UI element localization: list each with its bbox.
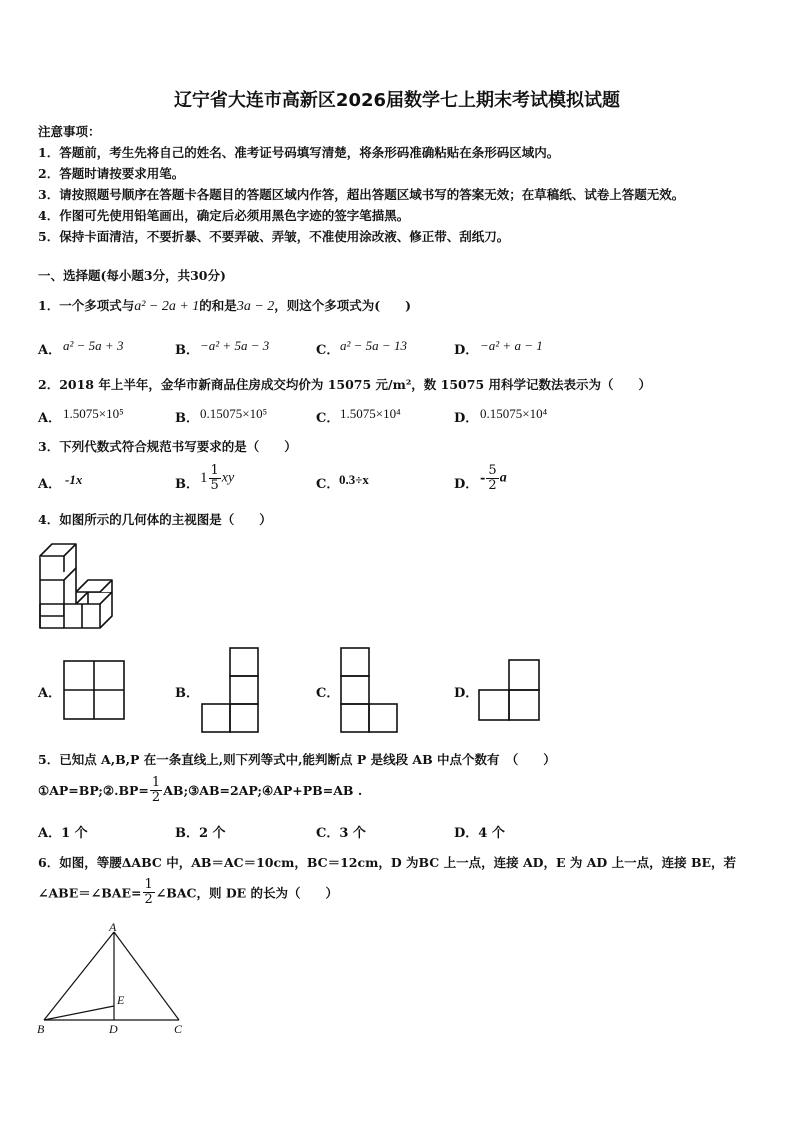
option-label: A． <box>38 477 62 492</box>
question-1 <box>38 296 411 315</box>
option-value: −a² + a − 1 <box>480 338 543 353</box>
statement-text: ①AP=BP;②.BP= <box>38 783 149 798</box>
notice-item: 5．保持卡面清洁，不要折暴、不要弄破、弄皱，不准使用涂改液、修正带、刮纸刀。 <box>38 229 510 244</box>
option-label: B． <box>175 411 199 426</box>
fraction-numerator: 1 <box>151 775 161 790</box>
fraction <box>209 464 221 493</box>
side-ab <box>44 932 114 1020</box>
question-5-statements <box>38 776 362 805</box>
option-value-mixed-fraction <box>200 464 234 493</box>
option-value: 0.3÷x <box>339 472 369 487</box>
section-heading: 一、选择题(每小题3分，共30分) <box>38 268 226 283</box>
fraction-numerator: 1 <box>210 463 219 478</box>
option: C．3 个 <box>316 826 366 841</box>
option-label: C． <box>316 686 340 701</box>
fraction-denominator: 2 <box>144 892 153 907</box>
math-expression: a² − 2a + 1 <box>134 299 200 314</box>
point-label-e: E <box>117 993 125 1007</box>
question-text: 的和是 <box>199 298 237 313</box>
option-value: a² − 5a − 13 <box>340 338 407 353</box>
minus-sign: - <box>480 471 486 486</box>
option-label: A． <box>38 343 62 358</box>
math-expression: 3a − 2 <box>236 299 275 314</box>
option-label: C． <box>316 343 340 358</box>
vertex-label-b: B <box>37 1022 45 1036</box>
fraction <box>150 776 162 805</box>
condition-text: ∠BAC，则 DE 的长为（ ） <box>155 885 339 901</box>
option-label: C． <box>316 411 340 426</box>
option-label: D． <box>454 411 479 426</box>
condition-text: ∠ABE＝∠BAE= <box>38 885 142 901</box>
option-value: 1.5075×10⁵ <box>63 406 124 421</box>
vertex-label-c: C <box>174 1022 183 1036</box>
question-3: 3．下列代数式符合规范书写要求的是（ ） <box>38 439 297 454</box>
option-label: B． <box>175 343 199 358</box>
vertex-label-a: A <box>109 920 117 934</box>
fraction-whole: 1 <box>200 470 208 486</box>
option: D．4 个 <box>454 826 505 841</box>
fraction-variable: a <box>499 470 507 486</box>
solid-figure-drawing <box>38 542 120 630</box>
fraction <box>486 464 498 493</box>
option-label: B． <box>175 686 199 701</box>
notice-heading: 注意事项： <box>38 124 101 139</box>
point-label-d: D <box>109 1022 118 1036</box>
view-option-a-drawing[interactable] <box>63 660 125 720</box>
statement-text: AB;③AB=2AP;④AP+PB=AB . <box>163 783 363 798</box>
notice-item: 3．请按照题号顺序在答题卡各题目的答题区域内作答，超出答题区域书写的答案无效；在草稿纸、试卷上答题无效。 <box>38 187 685 202</box>
question-4: 4．如图所示的几何体的主视图是（ ） <box>38 512 272 527</box>
question-6: 6．如图，等腰ΔABC 中，AB＝AC＝10cm，BC＝12cm，D 为BC 上一点，连接 AD，E 为 AD 上一点，连接 BE，若 <box>38 855 737 870</box>
option-value-fraction <box>480 464 507 493</box>
page-title: 辽宁省大连市高新区2026届数学七上期末考试模拟试题 <box>173 90 621 111</box>
question-6-condition <box>38 878 338 907</box>
fraction-denominator: 5 <box>210 478 219 493</box>
fraction <box>143 878 155 907</box>
option-value: −a² + 5a − 3 <box>200 338 270 353</box>
option-value: -1x <box>65 472 83 487</box>
question-2: 2．2018 年上半年，金华市新商品住房成交均价为 15075 元/m²，数 15075 用科学记数法表示为（ ） <box>38 377 651 392</box>
option-label: A． <box>38 686 62 701</box>
option-value: 0.15075×10⁴ <box>480 406 548 421</box>
fraction-numerator: 1 <box>144 877 153 892</box>
segment-be <box>44 1006 114 1020</box>
view-option-d-drawing[interactable] <box>478 659 540 721</box>
notice-item: 4．作图可先使用铅笔画出，确定后必须用黑色字迹的签字笔描黑。 <box>38 208 410 223</box>
question-text: 1．一个多项式与 <box>38 298 135 313</box>
option-label: D． <box>454 477 479 492</box>
option-label: A． <box>38 411 62 426</box>
view-option-b-drawing[interactable] <box>201 647 259 733</box>
triangle-figure-drawing <box>34 920 194 1040</box>
option-label: C． <box>316 477 340 492</box>
notice-item: 2．答题时请按要求用笔。 <box>38 166 185 181</box>
option-value: a² − 5a + 3 <box>63 338 124 353</box>
option-value: 0.15075×10⁵ <box>200 406 268 421</box>
question-5: 5．已知点 A,B,P 在一条直线上,则下列等式中,能判断点 P 是线段 AB 中点个数有 （ ） <box>38 752 556 767</box>
fraction-denominator: 2 <box>488 478 497 493</box>
option: A．1 个 <box>38 826 88 841</box>
option-label: D． <box>454 686 479 701</box>
fraction-numerator: 5 <box>488 463 497 478</box>
question-text: ，则这个多项式为( ) <box>274 298 412 313</box>
option-value: 1.5075×10⁴ <box>340 406 401 421</box>
fraction-denominator: 2 <box>151 790 161 805</box>
option-label: B． <box>175 477 199 492</box>
fraction-variable: xy <box>221 470 235 486</box>
notice-item: 1．答题前，考生先将自己的姓名、准考证号码填写清楚，将条形码准确粘贴在条形码区域内。 <box>38 145 560 160</box>
view-option-c-drawing[interactable] <box>340 647 398 733</box>
option-label: D． <box>454 343 479 358</box>
option: B．2 个 <box>175 826 226 841</box>
